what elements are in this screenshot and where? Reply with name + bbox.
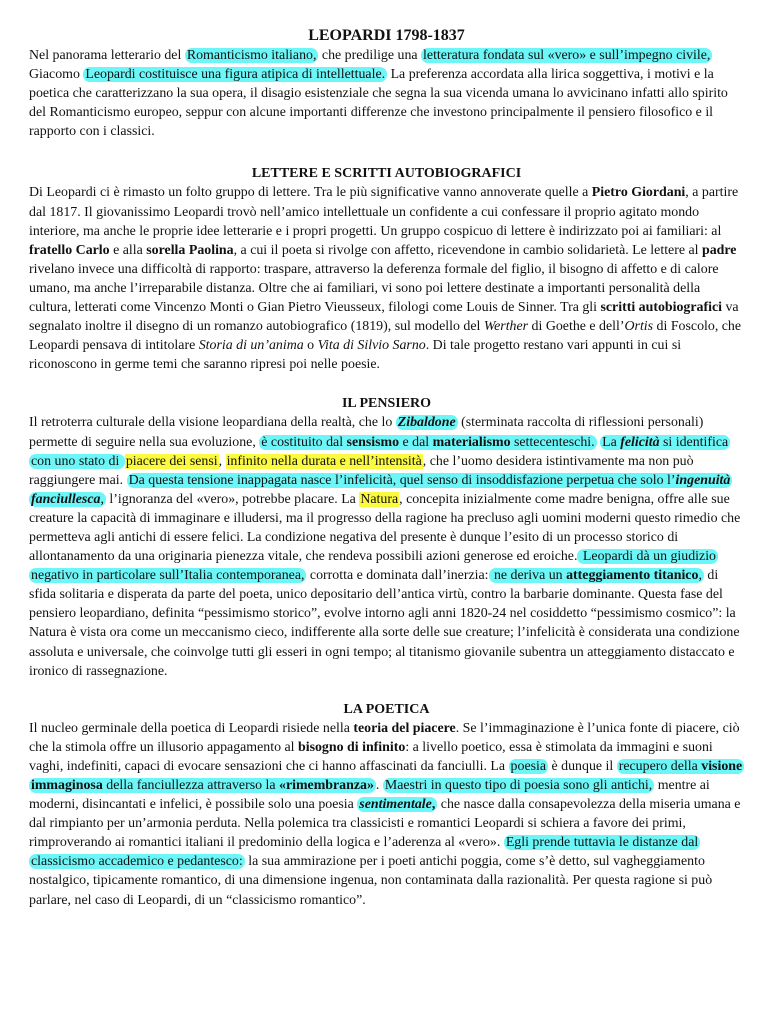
text: La preferenza accordata alla lirica soggettiva, i motivi e la poetica che caratterizzano la sua opera, il disagio esistenziale che segna la sua vicenda umana lo avvicinano infatti allo spirito del Romanticismo europeo, seppur con alcune importanti differenze che investono principalmente il pensiero filosofico e il rapporto con i classici. xyxy=(29,67,728,140)
highlight-yellow: Natura xyxy=(360,491,399,507)
highlight: recupero della visione immaginosa della fanciullezza attraverso la «rimembranza» xyxy=(31,758,743,793)
text: e alla xyxy=(109,242,147,258)
highlight xyxy=(396,415,458,430)
text: , concepita inizialmente come madre benigna, offre alle sue creature la capacità di immaginare e illudersi, ma il progresso della ragione ha precluso agli uomini moderni questo rimedio che permetteva agli antichi di essere felici. La condizione negativa del presente è dunque l’esito di un processo storico di allontanamento da una originaria pienezza vitale, che rendeva possibili azioni generose ed eroiche. xyxy=(29,491,741,565)
poetica-paragraph xyxy=(29,719,744,910)
highlight: ne deriva un atteggiamento titanico, xyxy=(490,568,702,584)
text: che nasce dalla consapevolezza della miseria umana e dal rimpianto per un’armonia perduta. Nella polemica tra classicisti e romantici Leopardi si schiera a favore dei primi, rimproverando ai romantici italiani il predominio della logica e l’aderenza al «vero». xyxy=(29,797,741,851)
text: . xyxy=(375,778,383,793)
bold-term: scritti autobiografici xyxy=(600,300,723,316)
text: , xyxy=(218,453,226,469)
highlight-yellow: infinito nella durata e nell’intensità xyxy=(226,453,422,469)
text: l’ignoranza del «vero», potrebbe placare. La xyxy=(105,491,360,507)
text: . Di tale progetto restano vari appunti in cui si riconoscono in germe temi che saranno ripresi poi nelle poesie. xyxy=(29,338,682,373)
highlight: Leopardi dà un giudizio negativo in particolare sull’Italia contemporanea, xyxy=(31,549,717,584)
section-heading-poetica: LA POETICA xyxy=(343,701,430,717)
text: mentre ai moderni, disincantati e infelici, è possibile solo una poesia xyxy=(29,778,710,813)
italic-title: Ortis xyxy=(624,319,654,335)
pensiero-paragraph xyxy=(29,413,744,680)
text: corrotta e dominata dall’inerzia: xyxy=(306,568,489,584)
intro-paragraph xyxy=(29,46,744,141)
italic-title: Storia di un’anima xyxy=(198,338,304,354)
bold-term: bisogno di infinito xyxy=(298,739,406,755)
italic-title: Vita di Silvio Sarno xyxy=(317,338,426,354)
text: : a livello poetico, essa è stimolata da immagini e suoni vaghi, indefiniti, capaci di evocare sensazioni che ci hanno affascinati da fanciulli. La xyxy=(29,739,713,774)
italic-title: Werther xyxy=(483,319,529,335)
text: , a partire dal 1817. Il giovanissimo Leopardi trovò nell’amico intellettuale un confidente a cui confessare il proprio agitato mondo interiore, ma anche le proprie idee letterarie e i propri progetti. Un gruppo cospicuo di lettere è indirizzato poi ai familiari: al xyxy=(29,185,739,239)
text: la sua ammirazione per i poeti antichi poggia, come s’è detto, sul vagheggiamento nostalgico, tipicamente romantico, di una dimensione ingenua, non contaminata dalla razionalità. Per questa ragione si può parlare, nel caso di Leopardi, di un “classicismo romantico”. xyxy=(29,854,713,908)
text: Il retroterra culturale della visione leopardiana della realtà, che lo xyxy=(29,415,396,431)
text: , che l’uomo desidera istintivamente ma non può raggiungere mai. xyxy=(29,453,694,488)
bold-term: padre xyxy=(701,242,737,258)
text: di Goethe e dell’ xyxy=(528,319,625,335)
highlight: sentimentale, xyxy=(359,797,436,813)
text: va segnalato inoltre il disegno di un romanzo autobiografico (1819), sul modello del xyxy=(29,300,739,335)
text: o xyxy=(303,338,318,354)
text: Di Leopardi ci è rimasto un folto gruppo di lettere. Tra le più significative vanno annoverate quelle a xyxy=(29,185,592,201)
text: . Se l’immaginazione è l’unica fonte di piacere, ciò che la stimola offre un illusorio appagamento al xyxy=(29,720,740,755)
text: Giacomo xyxy=(29,67,84,83)
highlight: è costituito dal sensismo e dal materialismo settecenteschi. xyxy=(261,434,595,450)
text: è dunque il xyxy=(548,758,617,774)
bold-term: teoria del piacere xyxy=(353,720,456,736)
section-heading-lettere: LETTERE E SCRITTI AUTOBIOGRAFICI xyxy=(251,166,522,182)
bold-term: Pietro Giordani xyxy=(591,185,686,201)
highlight: Egli prende tuttavia le distanze dal classicismo accademico e pedantesco: xyxy=(31,835,699,870)
highlight: Leopardi costituisce una figura atipica di intellettuale. xyxy=(85,67,386,83)
text: rivelano invece una difficoltà di rapporto: traspare, attraverso la deferenza formale del figlio, il bisogno di affetto e di calore umano, ma anche l’irreparabile distanza. Oltre che ai familiari, vi sono poi lettere destinate a importanti personalità della cultura, letterati come Vincenzo Monti o Gian Pietro Vieusseux, filologi come Louis de Sinner. Tra gli xyxy=(29,261,719,316)
text: di sfida solitaria e disperata da parte del poeta, unico depositario dell’antica virtù, contro la barbarie dominante. Questa fase del pensiero leopardiano, definita “pessimismo storico”, evolve intorno agli anni 1820-24 nel cosiddetto “pessimismo cosmico”: la Natura è vista ora come un meccanismo cieco, indifferente alla sorte delle sue creature; l’infelicità è considerata una condizione assoluta e universale, che coinvolge tutti gli esseri in ogni tempo; al titanismo giovanile subentra un atteggiamento distaccato e ironico di rassegnazione. xyxy=(29,568,740,679)
italic-title: Zibaldone xyxy=(397,415,456,431)
bold-term: sorella Paolina xyxy=(146,242,234,258)
highlight: letteratura fondata sul «vero» e sull’impegno civile, xyxy=(423,48,711,63)
text: (sterminata raccolta di riflessioni personali) permette di seguire nella sua evoluzione, xyxy=(29,415,704,450)
highlight: La felicità si identifica con uno stato di xyxy=(31,434,729,469)
highlight: Da questa tensione inappagata nasce l’infelicità, quel senso di insoddisfazione perpetua che solo l’ingenuità fanciullesca, xyxy=(31,472,731,507)
section-heading-pensiero: IL PENSIERO xyxy=(341,396,432,412)
lettere-paragraph xyxy=(29,183,744,374)
text: Il nucleo germinale della poetica di Leopardi risiede nella xyxy=(29,720,354,736)
highlight: poesia xyxy=(510,758,547,774)
page-title: LEOPARDI 1798-1837 xyxy=(308,27,465,44)
text: , a cui il poeta si rivolge con affetto, ricevendone in cambio solidarietà. Le lettere al xyxy=(233,242,702,258)
text: Nel panorama letterario del xyxy=(29,48,185,63)
highlight: Maestri in questo tipo di poesia sono gli antichi, xyxy=(384,778,653,793)
text: che predilige una xyxy=(318,48,422,63)
text: di Foscolo, che Leopardi pensava di intitolare xyxy=(29,319,742,354)
bold-term: fratello Carlo xyxy=(29,242,110,258)
highlight-yellow: piacere dei sensi xyxy=(125,453,218,469)
highlight: Romanticismo italiano, xyxy=(186,48,317,63)
